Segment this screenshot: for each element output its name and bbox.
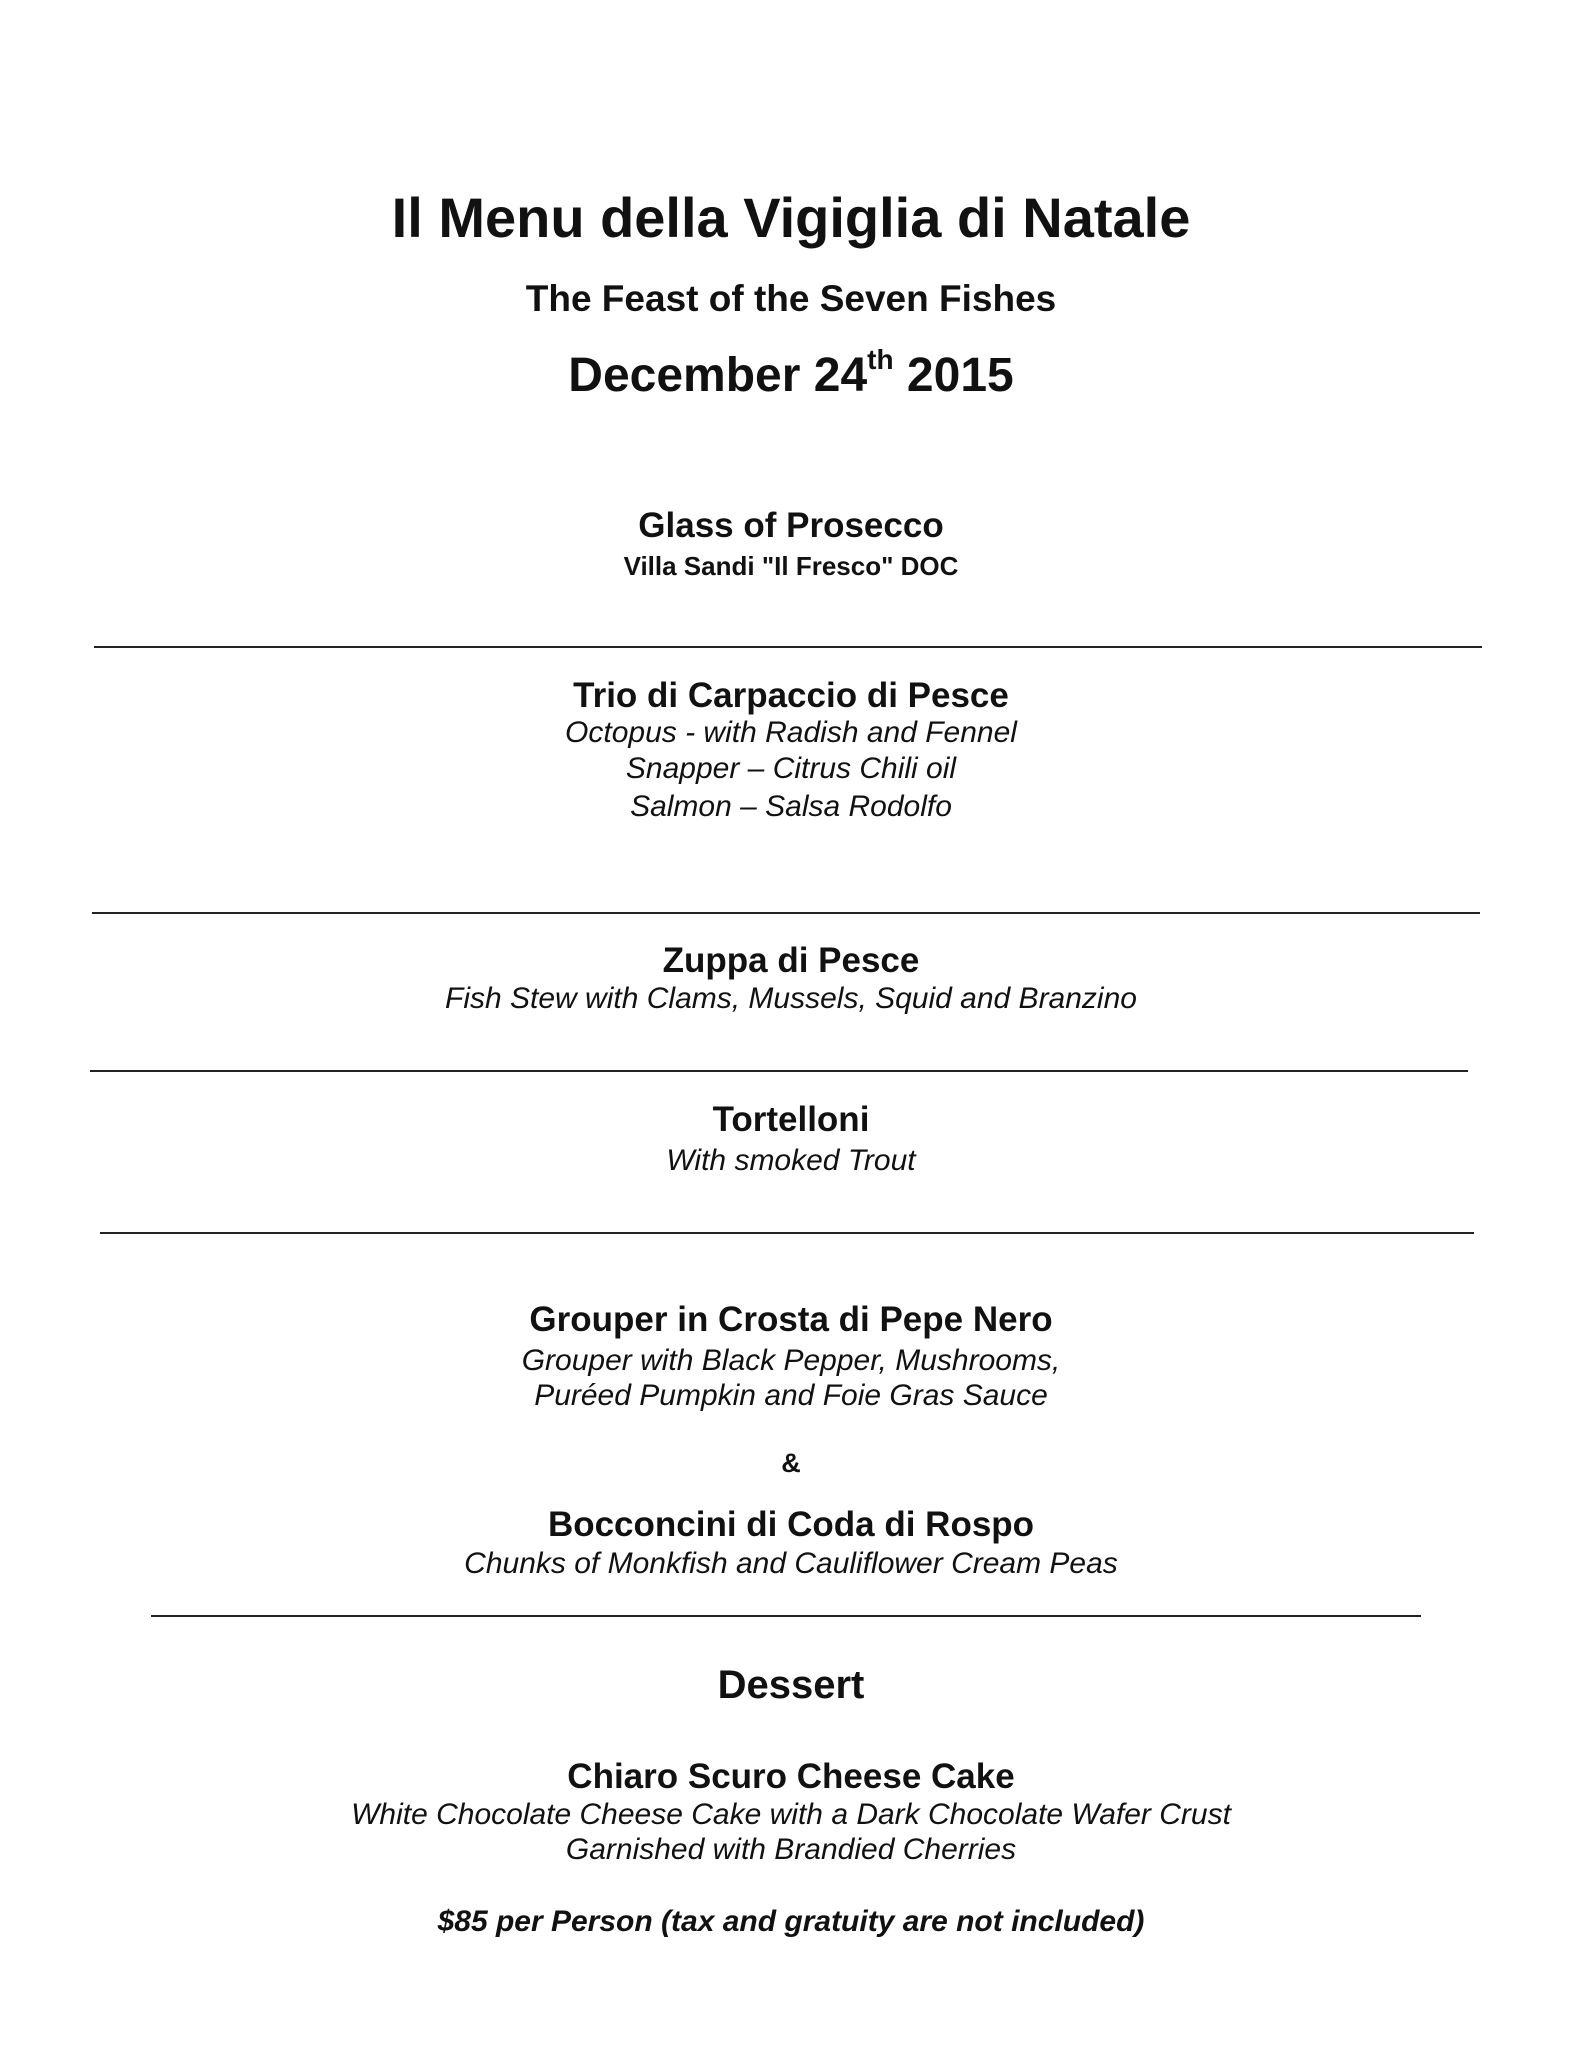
course-grouper-line: Puréed Pumpkin and Foie Gras Sauce	[534, 1379, 1048, 1412]
course-grouper-name: Grouper in Crosta di Pepe Nero	[529, 1300, 1053, 1339]
course-zuppa-name: Zuppa di Pesce	[662, 941, 920, 980]
course-grouper-line: Grouper with Black Pepper, Mushrooms,	[521, 1344, 1061, 1377]
course-prosecco-name: Glass of Prosecco	[638, 506, 944, 545]
dessert-heading: Dessert	[717, 1663, 865, 1707]
course-tortelloni-name: Tortelloni	[712, 1100, 870, 1139]
course-bocconcini-name: Bocconcini di Coda di Rospo	[547, 1505, 1035, 1544]
course-bocconcini-line: Chunks of Monkfish and Cauliflower Cream Peas	[464, 1547, 1118, 1580]
section-divider	[90, 1070, 1468, 1072]
dessert-name: Chiaro Scuro Cheese Cake	[567, 1757, 1015, 1796]
section-divider	[151, 1615, 1421, 1617]
date-ordinal-suffix: th	[867, 344, 894, 375]
section-divider	[100, 1232, 1474, 1234]
course-zuppa-line: Fish Stew with Clams, Mussels, Squid and Branzino	[445, 982, 1137, 1015]
date-prefix: December 24	[568, 349, 868, 402]
menu-date	[0, 344, 1582, 402]
dessert-line: White Chocolate Cheese Cake with a Dark Chocolate Wafer Crust	[351, 1798, 1231, 1831]
dessert-line: Garnished with Brandied Cherries	[565, 1833, 1017, 1866]
date-year: 2015	[906, 349, 1014, 402]
course-tortelloni-line: With smoked Trout	[666, 1144, 916, 1177]
price-note: $85 per Person (tax and gratuity are not included)	[437, 1905, 1145, 1938]
course-carpaccio-line: Octopus - with Radish and Fennel	[565, 716, 1017, 749]
menu-title: Il Menu della Vigiglia di Natale	[391, 186, 1191, 249]
course-prosecco-note: Villa Sandi "Il Fresco" DOC	[623, 551, 959, 581]
section-divider	[94, 646, 1482, 648]
menu-subtitle: The Feast of the Seven Fishes	[525, 278, 1057, 319]
course-carpaccio-name: Trio di Carpaccio di Pesce	[573, 676, 1009, 715]
section-divider	[92, 912, 1480, 914]
course-connector: &	[781, 1448, 801, 1478]
course-carpaccio-line: Salmon – Salsa Rodolfo	[630, 790, 952, 823]
course-carpaccio-line: Snapper – Citrus Chili oil	[625, 752, 957, 785]
